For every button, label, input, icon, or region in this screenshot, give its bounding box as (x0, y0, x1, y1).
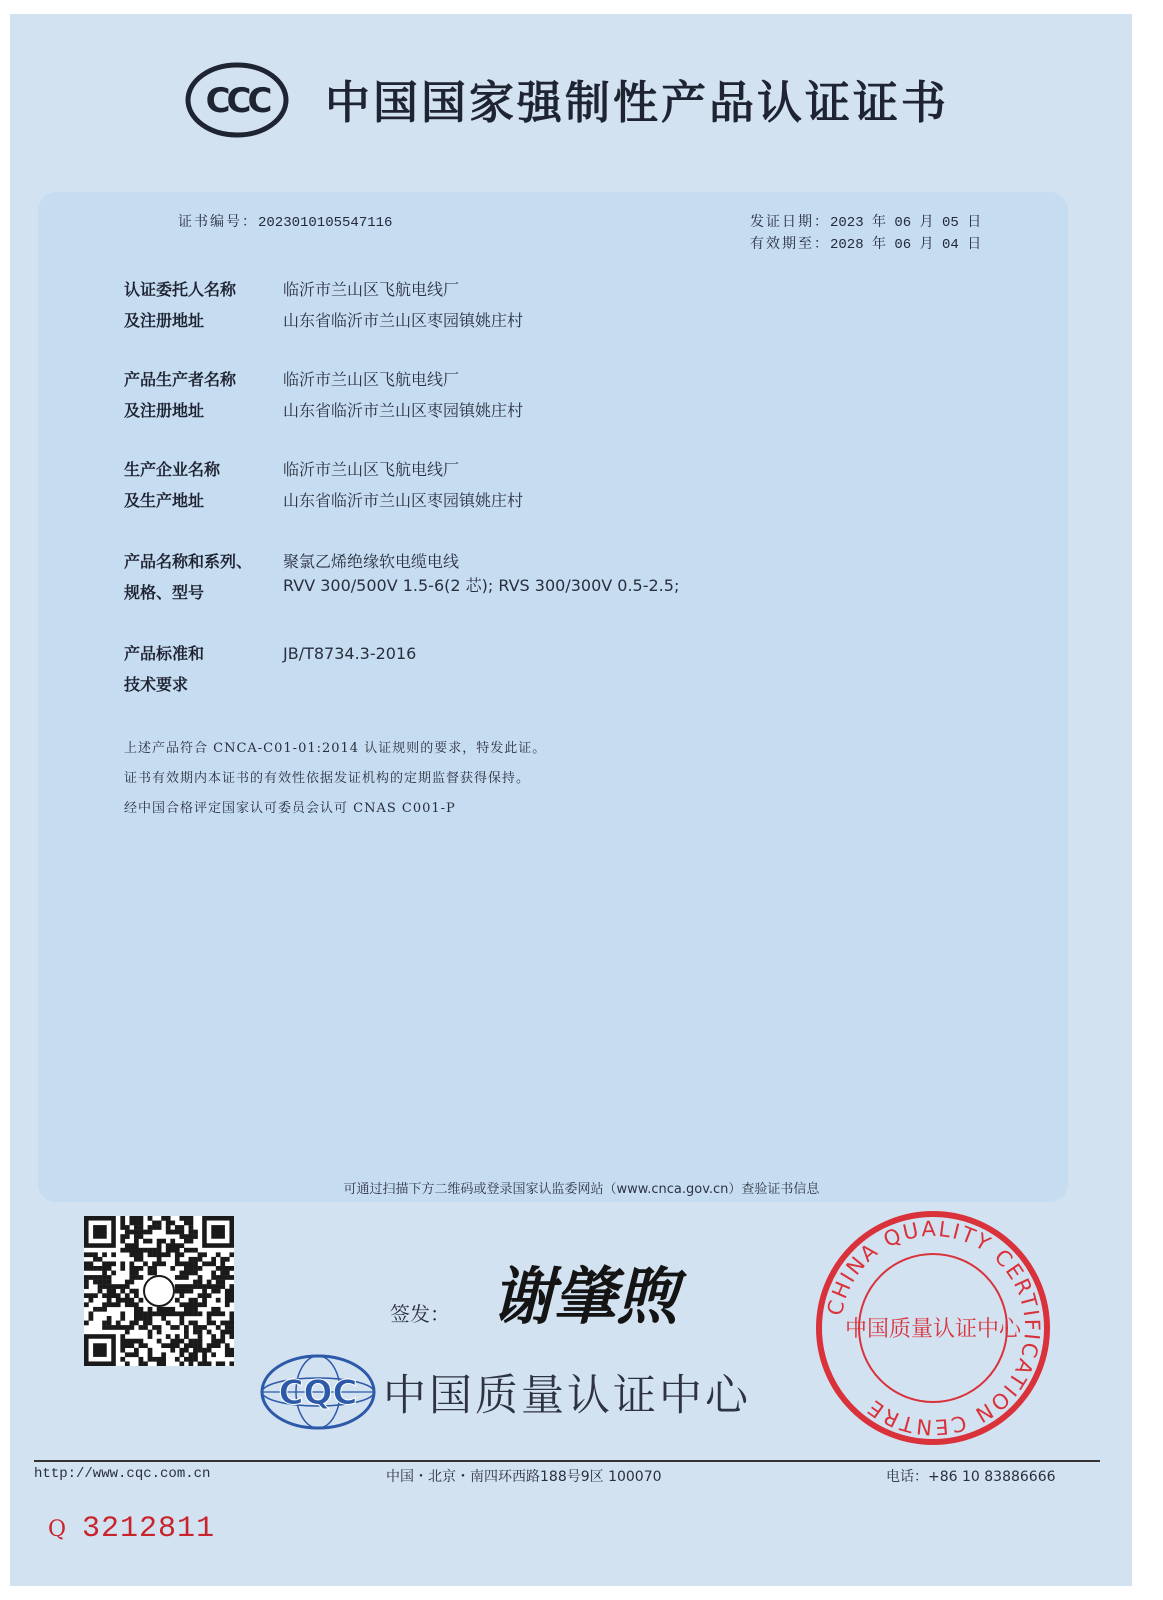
certificate-title: 中国国家强制性产品认证证书 (325, 76, 950, 129)
ccc-logo (185, 62, 289, 138)
product-models: RVV 300/500V 1.5-6(2 芯); RVS 300/300V 0.5-2.5; (283, 576, 680, 595)
svg-text:谢肇煦: 谢肇煦 (491, 1260, 679, 1333)
product-label-line-1: 产品名称和系列、 (124, 552, 253, 571)
certificate-number-value: 2023010105547116 (258, 215, 393, 231)
client-label-line-2: 及注册地址 (124, 311, 205, 330)
producer-address: 山东省临沂市兰山区枣园镇姚庄村 (283, 401, 524, 420)
certification-seal (813, 1208, 1053, 1448)
producer-label (124, 364, 236, 426)
statement-line: 经中国合格评定国家认可委员会认可 CNAS C001-P (124, 801, 456, 816)
svg-text:CCC: CCC (205, 81, 269, 121)
statement-line: 上述产品符合 CNCA-C01-01:2014 认证规则的要求，特发此证。 (124, 741, 547, 756)
issue-date (750, 211, 981, 231)
valid-until-value: 2028 年 06 月 04 日 (830, 237, 982, 253)
manufacturer-address: 山东省临沂市兰山区枣园镇姚庄村 (283, 491, 524, 510)
certificate-number (178, 211, 392, 231)
serial-prefix: Q (48, 1517, 67, 1542)
footer-url[interactable]: http://www.cqc.com.cn (34, 1466, 211, 1482)
statement-line: 证书有效期内本证书的有效性依据发证机构的定期监督获得保持。 (124, 771, 531, 786)
standard-label (124, 638, 204, 700)
issue-date-label: 发证日期： (750, 214, 830, 230)
footer-divider (34, 1460, 1100, 1462)
product-label (124, 546, 252, 608)
producer-label-line-2: 及注册地址 (124, 401, 205, 420)
product-label-line-2: 规格、型号 (124, 583, 205, 602)
client-name: 临沂市兰山区飞航电线厂 (283, 280, 460, 299)
manufacturer-label-line-1: 生产企业名称 (124, 460, 221, 479)
standard-label-line-1: 产品标准和 (124, 644, 205, 663)
producer-name: 临沂市兰山区飞航电线厂 (283, 370, 460, 389)
certificate-statements (124, 734, 546, 824)
svg-text:CQC: CQC (278, 1373, 358, 1413)
client-address: 山东省临沂市兰山区枣园镇姚庄村 (283, 311, 524, 330)
manufacturer-label (124, 454, 220, 516)
serial-value: 3212811 (82, 1512, 216, 1546)
serial-number (48, 1512, 215, 1546)
producer-value (283, 364, 523, 426)
verification-note: 可通过扫描下方二维码或登录国家认监委网站（www.cnca.gov.cn）查验证书信息 (343, 1182, 820, 1197)
footer-address: 中国・北京・南四环西路188号9区 100070 (386, 1469, 662, 1485)
seal-outer-text: CHINA QUALITY CERTIFICATION CENTRE (822, 1216, 1045, 1440)
manufacturer-value (283, 454, 523, 516)
signature-image (475, 1246, 695, 1346)
standard-value: JB/T8734.3-2016 (283, 644, 417, 663)
manufacturer-label-line-2: 及生产地址 (124, 491, 205, 510)
client-label-line-1: 认证委托人名称 (124, 280, 237, 299)
product-name: 聚氯乙烯绝缘软电缆电线 (283, 552, 460, 571)
client-label (124, 274, 236, 336)
seal-inner-text: 中国质量认证中心 (844, 1317, 1022, 1342)
certificate-number-label: 证书编号： (178, 214, 258, 230)
standard-label-line-2: 技术要求 (124, 675, 189, 694)
issue-date-value: 2023 年 06 月 05 日 (830, 215, 982, 231)
valid-until-label: 有效期至： (750, 236, 830, 252)
client-value (283, 274, 523, 336)
valid-until (750, 233, 981, 253)
footer-phone: 电话：+86 10 83886666 (886, 1469, 1056, 1485)
signature-label: 签发： (390, 1302, 450, 1326)
qr-code[interactable] (84, 1216, 234, 1366)
producer-label-line-1: 产品生产者名称 (124, 370, 237, 389)
manufacturer-name: 临沂市兰山区飞航电线厂 (283, 460, 460, 479)
cqc-logo (258, 1352, 378, 1432)
product-value (283, 550, 679, 598)
issuer-name: 中国质量认证中心 (383, 1371, 751, 1421)
